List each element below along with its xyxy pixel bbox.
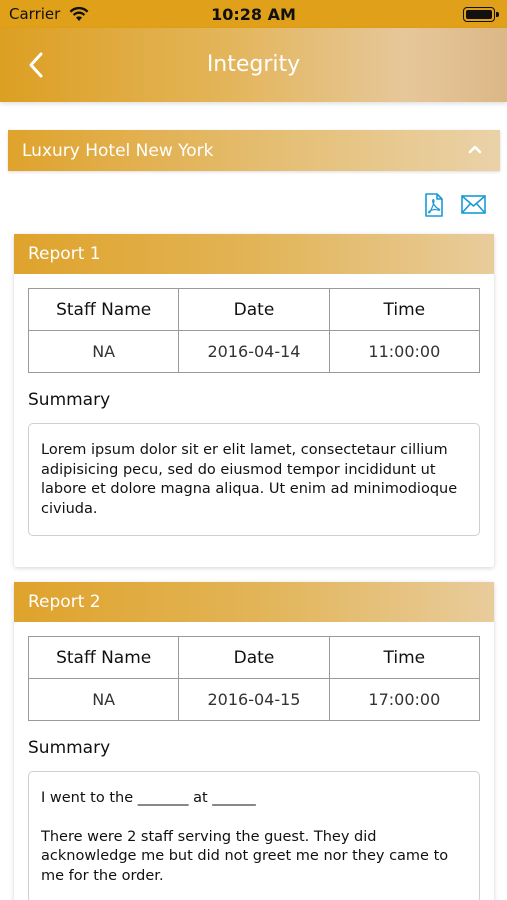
nav-bar [0,28,507,102]
column-header-time: Time [329,289,479,331]
column-header-date: Date [179,289,329,331]
staff-name-cell: NA [29,331,179,373]
status-time: 10:28 AM [211,5,296,24]
time-cell: 17:00:00 [329,679,479,721]
mail-icon[interactable] [461,195,486,214]
date-cell: 2016-04-14 [179,331,329,373]
summary-paragraph: Lorem ipsum dolor sit er elit lamet, consectetaur cillium adipisicing pecu, sed do eiusmod tempor incididunt ut labore et dolore magna aliqua. Ut enim ad minimodioque civiuda. [41,442,458,517]
time-cell: 11:00:00 [329,331,479,373]
page-title: Integrity [206,52,301,77]
column-header-time: Time [329,637,479,679]
table-header-row [29,637,480,679]
pdf-icon[interactable] [424,193,444,217]
table-row [29,331,480,373]
hotel-section-header[interactable] [8,130,500,171]
column-header-staff-name: Staff Name [29,289,179,331]
column-header-date: Date [179,637,329,679]
report-header[interactable]: Report 2 [14,582,494,622]
table-row [29,679,480,721]
staff-name-cell: NA [29,679,179,721]
summary-paragraph: I went to the _______ at ______ [41,790,256,806]
status-bar [0,0,507,28]
report-table [28,288,480,373]
battery-icon [463,7,495,22]
carrier-label: Carrier [9,5,61,23]
column-header-staff-name: Staff Name [29,637,179,679]
date-cell: 2016-04-15 [179,679,329,721]
hotel-name: Luxury Hotel New York [22,141,214,161]
report-table [28,636,480,721]
chevron-up-icon[interactable] [468,144,482,154]
report-card [14,234,494,567]
summary-label: Summary [28,390,111,410]
summary-paragraph: There were 2 staff serving the guest. They did acknowledge me but did not greet me nor they came to me for the order. [41,828,449,884]
summary-label: Summary [28,738,111,758]
report-header[interactable]: Report 1 [14,234,494,274]
report-card [14,582,494,900]
summary-text-box [28,423,480,536]
table-header-row [29,289,480,331]
summary-text-box [28,771,480,900]
